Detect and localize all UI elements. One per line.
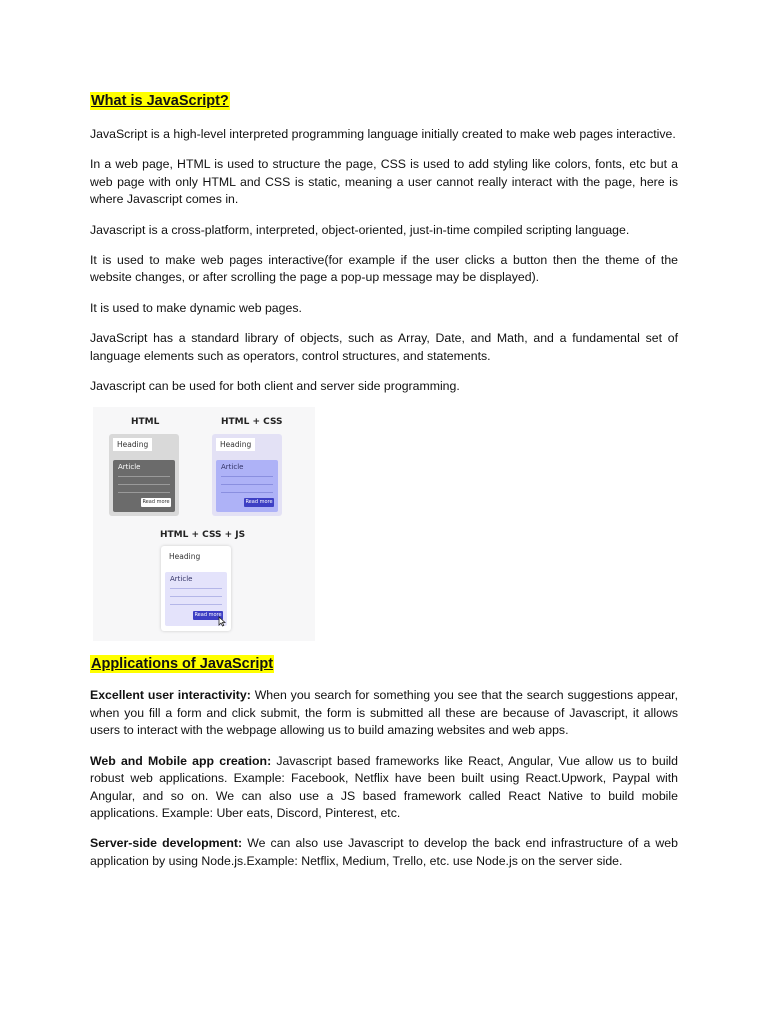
html-css-js-panel-article-label: Article: [170, 575, 193, 584]
paragraph-dynamic: It is used to make dynamic web pages.: [90, 300, 302, 315]
paragraph-interactive: It is used to make web pages interactive(for example if the user clicks a button then the theme of the website changes, or after scrolling the page a pop-up message may be displayed).: [90, 253, 678, 285]
html-panel-article: [113, 460, 175, 512]
html-panel-read-more-button: Read more: [142, 499, 170, 506]
label-server-side: Server-side development:: [90, 836, 243, 851]
section-heading-applications: Applications of JavaScript: [91, 656, 274, 673]
text-server-side: We can also use Javascript to develop the back end infrastructure of a web application by using Node.js.Example: Netflix, Medium, Trello, etc. use Node.js on the server side.: [90, 836, 678, 868]
article-line: [221, 484, 273, 485]
html-css-panel: [212, 434, 282, 516]
figure-title-html: HTML: [131, 417, 160, 428]
paragraph-user-interactivity: [90, 687, 678, 739]
html-css-panel-article-label: Article: [221, 463, 244, 472]
html-css-panel-read-more-button: Read more: [245, 499, 273, 506]
article-line: [170, 596, 222, 597]
article-line: [221, 476, 273, 477]
html-css-js-panel-heading: Heading: [165, 550, 204, 563]
html-css-js-panel-article: [165, 572, 227, 626]
paragraph-intro: JavaScript is a high-level interpreted programming language initially created to make web pages interactive.: [90, 127, 676, 141]
article-line: [221, 492, 273, 493]
text-web-mobile: Javascript based frameworks like React, Angular, Vue allow us to build robust web applications. Example: Facebook, Netflix have been built using React.Upwork, Paypal with Angular, and so on. We can also use a JS based framework called React Native to build mobile applications. Example: Uber eats, Discord, Pinterest, etc.: [90, 753, 678, 820]
figure-title-html-css: HTML + CSS: [221, 417, 283, 428]
figure-title-html-css-js: HTML + CSS + JS: [160, 530, 246, 541]
label-user-interactivity: Excellent user interactivity:: [90, 688, 251, 703]
html-panel: [109, 434, 179, 516]
paragraph-html-css: In a web page, HTML is used to structure the page, CSS is used to add styling like colors, fonts, etc but a web page with only HTML and CSS is static, meaning a user cannot really interact with the page, here is where Javascript comes in.: [90, 157, 678, 207]
article-line: [118, 484, 170, 485]
mouse-cursor-icon: [218, 616, 226, 627]
article-line: [118, 492, 170, 493]
html-css-js-panel: [161, 546, 231, 631]
paragraph-web-mobile: [90, 753, 678, 823]
article-line: [118, 476, 170, 477]
document-page: [90, 92, 678, 870]
html-css-js-comparison-figure: [93, 407, 315, 641]
paragraph-cross-platform: Javascript is a cross-platform, interpreted, object-oriented, just-in-time compiled scripting language.: [90, 222, 630, 237]
html-css-panel-article: [216, 460, 278, 512]
section-heading-what-is-javascript: What is JavaScript?: [91, 93, 229, 109]
html-panel-heading: Heading: [113, 438, 152, 451]
paragraph-standard-library: JavaScript has a standard library of objects, such as Array, Date, and Math, and a fundamental set of language elements such as operators, control structures, and statements.: [90, 331, 678, 363]
article-line: [170, 604, 222, 605]
paragraph-server-side: [90, 835, 678, 870]
text-user-interactivity: When you search for something you see that the search suggestions appear, when you fill a form and click submit, the form is submitted all these are because of Javascript, it allows users to interact with the webpage allowing us to build amazing websites and web apps.: [90, 688, 678, 738]
html-panel-article-label: Article: [118, 463, 141, 472]
html-css-panel-heading: Heading: [216, 438, 255, 451]
label-web-mobile: Web and Mobile app creation:: [90, 753, 272, 768]
html-css-js-panel-read-more-button: Read more: [194, 612, 222, 619]
article-line: [170, 588, 222, 589]
paragraph-client-server: Javascript can be used for both client and server side programming.: [90, 379, 460, 394]
